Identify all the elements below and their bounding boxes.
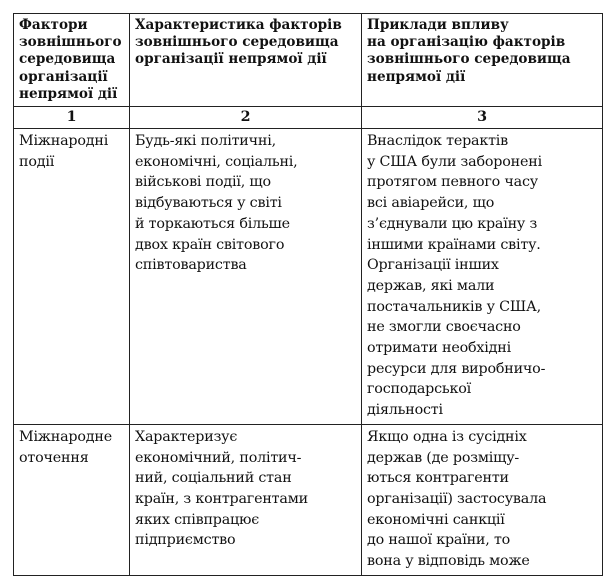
text-line: зовнішнього середовища	[367, 51, 571, 68]
text-line: іншими країнами світу.	[367, 236, 541, 253]
text-line: з’єднували цю країну з	[367, 215, 538, 232]
text-line: зовнішнього	[19, 34, 122, 51]
characteristic-cell	[130, 129, 362, 425]
header-cell	[14, 14, 130, 107]
text-line: протягом певного часу	[367, 174, 538, 191]
text-line: економічний, політич-	[135, 449, 302, 466]
text-line: країн, з контрагентами	[135, 490, 308, 507]
text-line: організації) застосувала	[367, 490, 547, 507]
text-line: непрямої дії	[19, 85, 118, 102]
text-line: Міжнародне	[19, 428, 112, 445]
example-cell	[362, 424, 603, 575]
text-line: ний, соціальний стан	[135, 470, 292, 487]
factor-cell	[14, 424, 130, 575]
text-line: у США були заборонені	[367, 153, 542, 170]
text-line: всі авіарейси, що	[367, 195, 495, 212]
table-row	[14, 424, 603, 575]
text-line: постачальників у США,	[367, 298, 541, 315]
header-cell	[130, 14, 362, 107]
text-line: Фактори	[19, 17, 88, 33]
text-line: співтовариства	[135, 257, 247, 274]
column-number: 2	[130, 107, 362, 129]
column-number: 3	[362, 107, 603, 129]
text-line: Організації інших	[367, 257, 499, 274]
text-line: держав, які мали	[367, 277, 495, 294]
text-line: діяльності	[367, 402, 443, 419]
text-line: господарської	[367, 381, 472, 398]
text-line: Якщо одна із сусідніх	[367, 428, 527, 445]
text-line: й торкаються більше	[135, 215, 290, 232]
text-line: не змогли своєчасно	[367, 319, 521, 336]
column-number: 1	[14, 107, 130, 129]
text-line: отримати необхідні	[367, 340, 511, 357]
text-line: економічні, соціальні,	[135, 153, 298, 170]
text-line: Будь-які політичні,	[135, 133, 276, 150]
text-line: на організацію факторів	[367, 34, 566, 51]
text-line: ресурси для виробничо-	[367, 360, 546, 377]
header-cell	[362, 14, 603, 107]
example-cell	[362, 129, 603, 425]
text-line: Характеристика факторів	[135, 17, 342, 33]
header-row	[14, 14, 603, 107]
text-line: військові події, що	[135, 174, 271, 191]
text-line: організації	[19, 68, 108, 85]
text-line: Міжнародні	[19, 133, 109, 150]
characteristic-cell	[130, 424, 362, 575]
text-line: відбуваються у світі	[135, 195, 282, 212]
text-line: двох країн світового	[135, 236, 285, 253]
table-row	[14, 129, 603, 425]
text-line: держав (де розміщу-	[367, 449, 520, 466]
text-line: непрямої дії	[367, 68, 466, 85]
text-line: Характеризує	[135, 428, 238, 445]
text-line: яких співпрацює	[135, 511, 260, 528]
text-line: ються контрагенти	[367, 470, 509, 487]
text-line: оточення	[19, 449, 89, 466]
text-line: середовища	[19, 51, 116, 68]
text-line: події	[19, 153, 55, 170]
text-line: Внаслідок терактів	[367, 133, 509, 150]
text-line: зовнішнього середовища	[135, 34, 339, 51]
factor-cell	[14, 129, 130, 425]
text-line: вона у відповідь може	[367, 553, 530, 570]
text-line: Приклади впливу	[367, 17, 509, 33]
column-number-row	[14, 107, 603, 129]
text-line: до нашої країни, то	[367, 532, 511, 549]
text-line: економічні санкції	[367, 511, 505, 528]
text-line: організації непрямої дії	[135, 51, 327, 68]
text-line: підприємство	[135, 532, 236, 549]
factors-table	[13, 13, 603, 576]
